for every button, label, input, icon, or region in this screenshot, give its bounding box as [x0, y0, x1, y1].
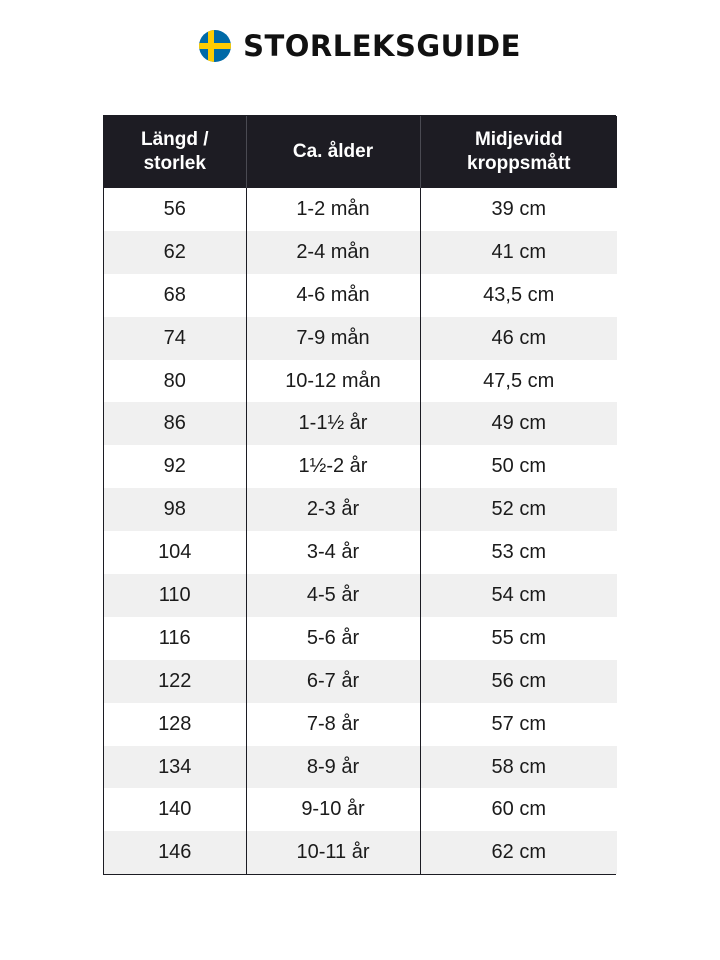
cell-waist: 53 cm [420, 531, 617, 574]
cell-size: 62 [104, 231, 246, 274]
cell-age: 10-11 år [246, 831, 420, 874]
cell-waist: 60 cm [420, 788, 617, 831]
cell-waist: 46 cm [420, 317, 617, 360]
column-header-waist: Midjevidd kroppsmått [420, 116, 617, 188]
cell-age: 3-4 år [246, 531, 420, 574]
cell-size: 56 [104, 188, 246, 231]
cell-age: 7-8 år [246, 703, 420, 746]
table-row [104, 746, 617, 789]
cell-size: 98 [104, 488, 246, 531]
column-header-size: Längd / storlek [104, 116, 246, 188]
table-row [104, 617, 617, 660]
cell-age: 1-2 mån [246, 188, 420, 231]
table-row [104, 445, 617, 488]
cell-age: 1-1½ år [246, 402, 420, 445]
cell-size: 86 [104, 402, 246, 445]
cell-size: 92 [104, 445, 246, 488]
cell-age: 4-6 mån [246, 274, 420, 317]
page-title: STORLEKSGUIDE [243, 28, 521, 63]
cell-size: 104 [104, 531, 246, 574]
cell-waist: 41 cm [420, 231, 617, 274]
cell-size: 80 [104, 360, 246, 403]
table-row [104, 231, 617, 274]
table-row [104, 531, 617, 574]
size-guide-table [103, 115, 616, 875]
cell-age: 7-9 mån [246, 317, 420, 360]
cell-size: 68 [104, 274, 246, 317]
cell-size: 134 [104, 746, 246, 789]
cell-size: 122 [104, 660, 246, 703]
cell-size: 128 [104, 703, 246, 746]
table-body [104, 188, 617, 874]
table-row [104, 788, 617, 831]
cell-age: 10-12 mån [246, 360, 420, 403]
cell-waist: 57 cm [420, 703, 617, 746]
cell-waist: 58 cm [420, 746, 617, 789]
table-row [104, 703, 617, 746]
cell-age: 9-10 år [246, 788, 420, 831]
table-header-row [104, 116, 617, 188]
cell-age: 2-3 år [246, 488, 420, 531]
cell-waist: 62 cm [420, 831, 617, 874]
cell-waist: 50 cm [420, 445, 617, 488]
cell-age: 2-4 mån [246, 231, 420, 274]
cell-size: 110 [104, 574, 246, 617]
cell-waist: 49 cm [420, 402, 617, 445]
table-row [104, 488, 617, 531]
table-row [104, 274, 617, 317]
cell-size: 146 [104, 831, 246, 874]
table-row [104, 660, 617, 703]
table-row [104, 188, 617, 231]
table-row [104, 402, 617, 445]
sweden-flag-icon [199, 30, 231, 62]
cell-waist: 43,5 cm [420, 274, 617, 317]
table-row [104, 831, 617, 874]
cell-waist: 47,5 cm [420, 360, 617, 403]
cell-waist: 56 cm [420, 660, 617, 703]
page-header [0, 24, 720, 68]
cell-waist: 39 cm [420, 188, 617, 231]
cell-age: 5-6 år [246, 617, 420, 660]
cell-size: 116 [104, 617, 246, 660]
cell-waist: 52 cm [420, 488, 617, 531]
cell-size: 74 [104, 317, 246, 360]
cell-age: 4-5 år [246, 574, 420, 617]
cell-age: 6-7 år [246, 660, 420, 703]
cell-waist: 55 cm [420, 617, 617, 660]
table-row [104, 574, 617, 617]
table-row [104, 317, 617, 360]
column-header-age: Ca. ålder [246, 116, 420, 188]
cell-age: 8-9 år [246, 746, 420, 789]
cell-age: 1½-2 år [246, 445, 420, 488]
cell-size: 140 [104, 788, 246, 831]
cell-waist: 54 cm [420, 574, 617, 617]
table-row [104, 360, 617, 403]
